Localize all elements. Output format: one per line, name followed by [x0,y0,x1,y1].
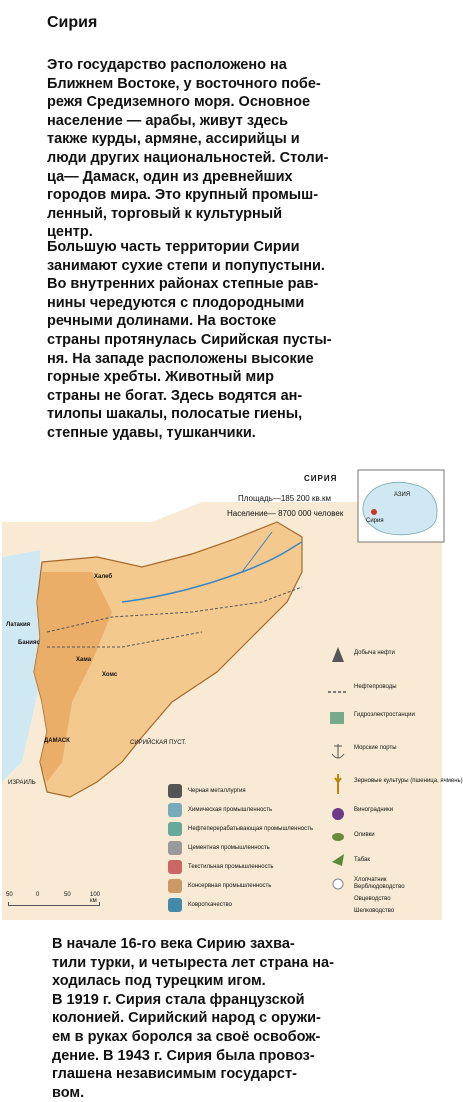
text-line: ходилась под турецким игом. [52,973,266,990]
text-line: горные хребты. Животный мир [47,369,275,386]
industry-icon [168,860,182,874]
legend-item: Табак [354,857,370,863]
inset-country-label: Сирия [366,518,384,524]
text-line: степные удавы, тушканчики. [47,424,256,441]
text-line: ем в руках боролся за своё освобож- [52,1028,321,1045]
page-title: Сирия [47,14,98,31]
industry-icon [168,803,182,817]
legend-item [168,803,272,817]
cotton-icon [333,879,343,889]
legend-item [168,860,274,874]
legend-item [168,841,270,855]
desert-label: СИРИЙСКАЯ ПУСТ. [130,740,187,746]
text-line: глашена независимым государст- [52,1066,297,1083]
grapes-icon [332,808,344,820]
text-line: речными долинами. На востоке [47,313,277,330]
text-line: Большую часть территории Сирии [47,239,300,255]
legend-item [168,879,271,893]
city-latakia: Латакия [6,622,31,628]
legend-item: Верблюдоводство [354,884,405,890]
legend-item: Хлопчатник [354,877,387,883]
scale-label: 100 км [90,892,101,904]
text-line: население — арабы, живут здесь [47,112,289,129]
scale-line [8,902,100,906]
legend-label: Химическая промышленность [188,807,273,813]
legend-label: Черная металлургия [188,788,246,794]
text-line: также курды, армяне, ассирийцы и [47,131,300,148]
industry-icon [168,841,182,855]
legend-item [168,784,246,798]
industry-icon [168,784,182,798]
syria-map-figure [2,462,463,920]
text-line: занимают сухие степи и попупустыни. [47,257,325,274]
legend-label: Цементная промышленность [188,845,270,851]
map-area: Площадь—185 200 кв.км [238,494,331,503]
industry-icon [168,898,182,912]
legend-label: Ковроткачество [188,902,232,908]
legend-item: Морские порты [354,745,397,751]
legend-item: Зерновые культуры (пшеница, ячмень) [354,778,463,784]
text-line: центр. [47,224,93,241]
text-line: ня. На западе расположены высокие [47,350,314,367]
city-homs: Хомс [102,672,118,678]
text-line: ленный, торговый к культурный [47,205,283,222]
legend-label: Текстильная промышленность [188,864,274,870]
text-line: страны не богат. Здесь водятся ан- [47,387,303,404]
text-line: Это государство расположено на [47,57,287,73]
legend-item [168,898,232,912]
industry-icon [168,879,182,893]
text-line: люди других национальностей. Столи- [47,149,329,166]
scale-label: 50 [64,892,71,898]
paragraph-nature [47,238,415,443]
text-line: режя Средиземного моря. Основное [47,94,311,111]
industry-icon [168,822,182,836]
legend-label: Нефтеперерабатывающая промышленность [188,826,313,832]
legend-item [168,822,313,836]
text-line: В начале 16-го века Сирию захва- [52,936,295,952]
scale-bar [6,892,106,912]
legend-item: Нефтепроводы [354,684,397,690]
legend-item: Гидроэлектростанции [354,712,415,718]
city-damascus: ДАМАСК [44,738,70,744]
inset-syria-marker [371,509,377,515]
text-line: колонией. Сирийский народ с оружи- [52,1010,321,1027]
map-population: Население— 8700 000 человек [227,509,344,518]
hydro-icon [330,712,344,724]
text-line: ца— Дамаск, один из древнейших [47,168,293,185]
legend-item: Виноградники [354,807,394,813]
legend-item: Шелководство [354,908,395,914]
olive-icon [332,833,344,841]
text-line: нины чередуются с плодородными [47,294,305,311]
legend-item: Овцеводство [354,896,391,902]
legend-item: Добыча нефти [354,650,395,656]
legend-item: Оливки [354,832,375,838]
scale-label: 50 [6,892,13,898]
text-line: В 1919 г. Сирия стала французской [52,991,305,1008]
text-line: тилопы шакалы, полосатые гиены, [47,406,303,423]
text-line: дение. В 1943 г. Сирия была провоз- [52,1047,315,1064]
scale-label: 0 [36,892,40,898]
paragraph-history [52,935,420,1102]
text-line: тили турки, и четыреста лет страна на- [52,954,334,971]
text-line: страны протянулась Сирийская пусты- [47,331,332,348]
israel-label: ИЗРАИЛЬ [8,780,36,786]
inset-asia-label: АЗИЯ [394,492,411,498]
map-heading: СИРИЯ [304,474,338,483]
text-line: Во внутренних районах степные рав- [47,276,319,293]
text-line: вом. [52,1084,85,1101]
legend-label: Консервная промышленность [188,883,272,889]
city-banias: Банияс [18,640,40,646]
paragraph-intro [47,56,415,242]
text-line: городов мира. Это крупный промыш- [47,187,319,204]
text-line: Ближнем Востоке, у восточного побе- [47,75,321,92]
city-hama: Хама [76,657,92,663]
city-aleppo: Халеб [94,574,113,580]
inset-asia [363,482,437,534]
